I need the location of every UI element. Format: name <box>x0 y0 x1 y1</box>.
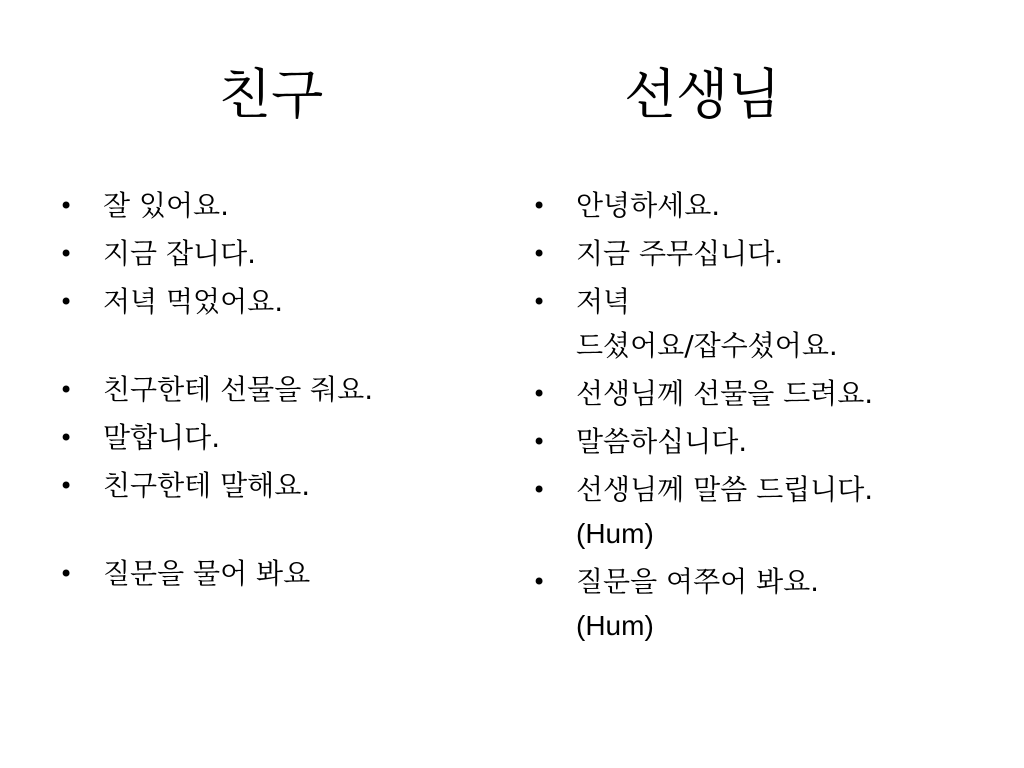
bullet-icon: • <box>59 424 74 452</box>
bullet-icon: • <box>59 288 74 316</box>
list-item-text: 잘 있어요. <box>103 189 229 222</box>
list-item-text: 친구한테 말해요. <box>103 469 311 502</box>
list-item-text: 질문을 여쭈어 봐요. <box>576 565 820 598</box>
friend-expression-list <box>55 184 495 600</box>
list-item <box>55 280 495 324</box>
list-item <box>55 464 495 508</box>
list-item-text: 저녁 먹었어요. <box>103 285 284 318</box>
humble-note: (Hum) <box>576 518 654 549</box>
list-item-text: 말합니다. <box>103 421 221 454</box>
humble-note: (Hum) <box>576 610 654 641</box>
list-item <box>528 372 968 416</box>
bullet-icon: • <box>59 376 74 404</box>
list-item-text-continued: 드셨어요/잡수셨어요. <box>576 329 838 362</box>
list-item <box>528 468 968 556</box>
list-item-text: 지금 잡니다. <box>103 237 257 270</box>
list-item <box>55 184 495 228</box>
bullet-icon: • <box>532 568 547 596</box>
bullet-icon: • <box>532 240 547 268</box>
list-item <box>528 184 968 228</box>
bullet-icon: • <box>532 380 547 408</box>
list-item-text: 선생님께 선물을 드려요. <box>576 377 874 410</box>
bullet-icon: • <box>532 192 547 220</box>
list-item-text: 말씀하십니다. <box>576 425 748 458</box>
list-item <box>55 232 495 276</box>
bullet-icon: • <box>59 560 74 588</box>
bullet-icon: • <box>59 472 74 500</box>
list-item <box>528 420 968 464</box>
bullet-icon: • <box>532 288 547 316</box>
list-item <box>55 368 495 412</box>
bullet-icon: • <box>532 428 547 456</box>
bullet-icon: • <box>532 476 547 504</box>
list-item-text: 안녕하세요. <box>576 189 721 222</box>
list-item-text: 선생님께 말씀 드립니다. <box>576 473 874 506</box>
list-item-text: 저녁 <box>576 285 631 318</box>
bullet-icon: • <box>59 192 74 220</box>
list-item <box>55 416 495 460</box>
list-item <box>55 552 495 596</box>
list-item-text: 질문을 물어 봐요 <box>103 557 311 590</box>
list-item <box>528 280 968 368</box>
list-item <box>528 560 968 648</box>
bullet-icon: • <box>59 240 74 268</box>
column-title-friend: 친구 <box>219 63 324 126</box>
list-item-text: 지금 주무십니다. <box>576 237 784 270</box>
list-item <box>528 232 968 276</box>
column-title-teacher: 선생님 <box>624 63 781 126</box>
list-item-text: 친구한테 선물을 줘요. <box>103 373 374 406</box>
teacher-expression-list <box>528 184 968 652</box>
